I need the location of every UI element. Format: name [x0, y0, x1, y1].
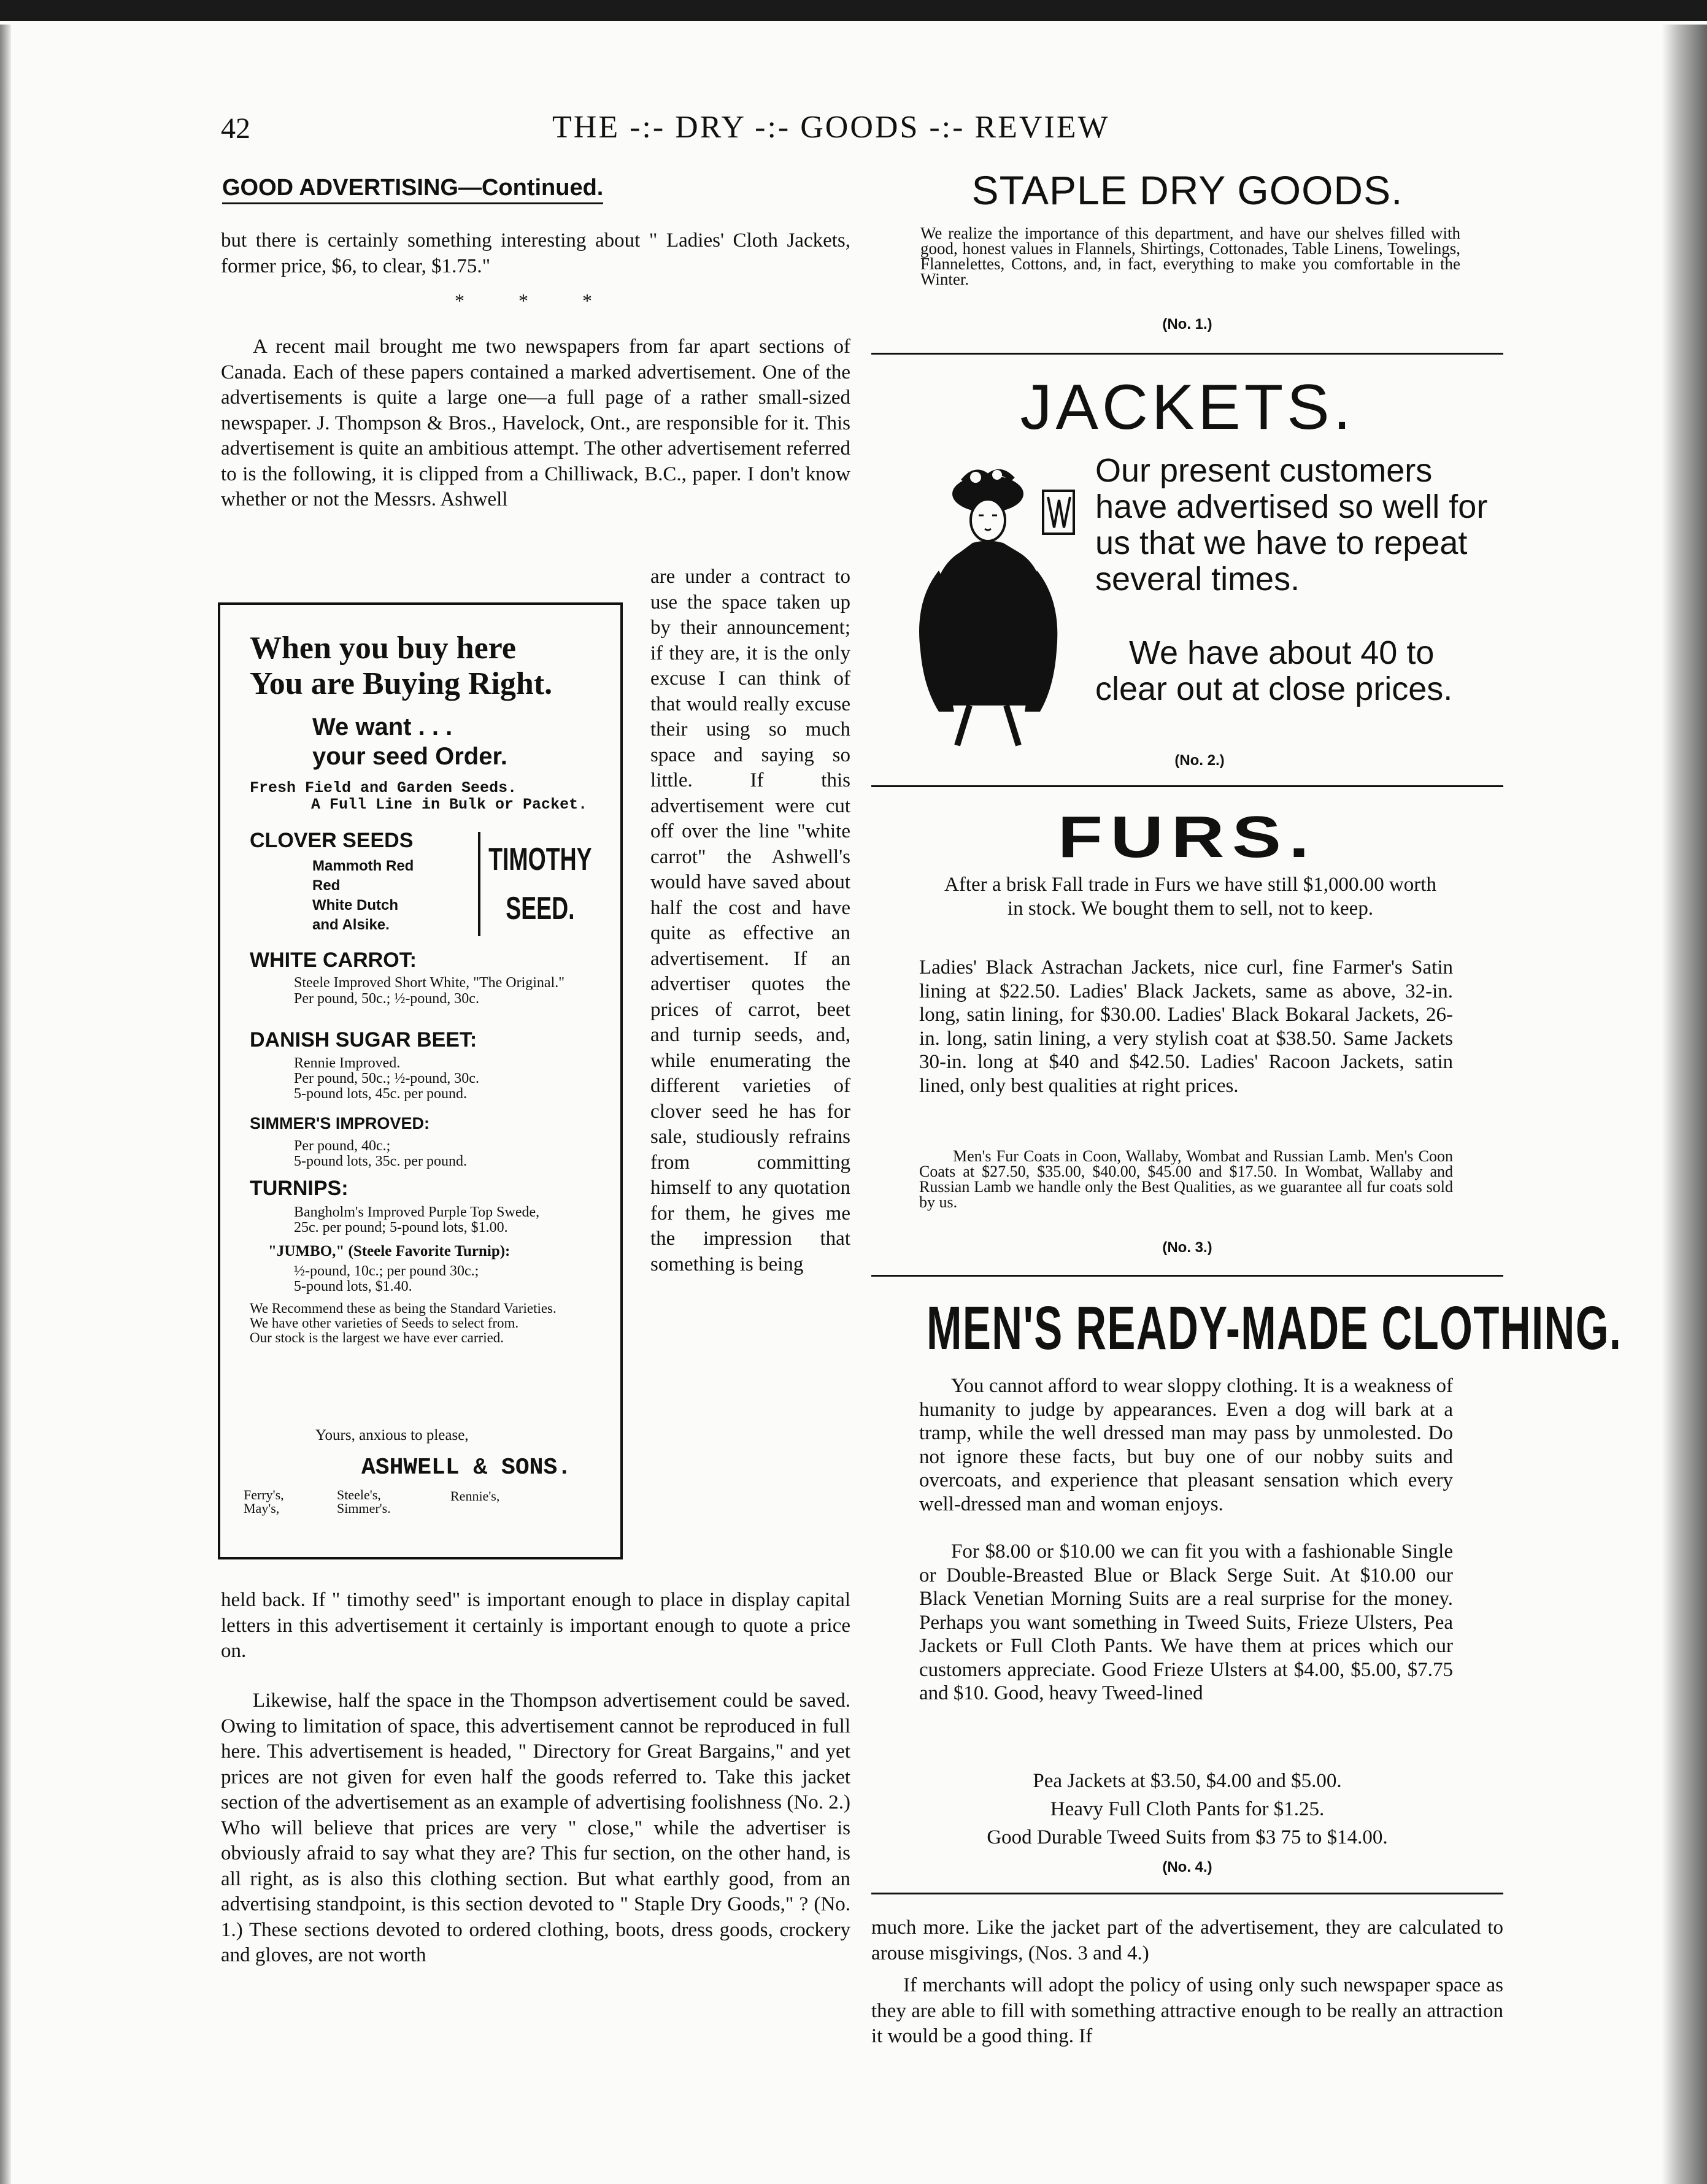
ad-clover-title: CLOVER SEEDS	[250, 829, 414, 852]
ad-jumbo-1: ½-pound, 10c.; per pound 30c.;	[294, 1263, 479, 1279]
rule-4	[871, 1893, 1503, 1894]
lady-illustration	[896, 466, 1104, 748]
furs-number: (No. 3.)	[1162, 1239, 1212, 1256]
jackets-text-2: We have about 40 to clear out at close prices.	[1095, 634, 1453, 707]
ad-beet-3: 5-pound lots, 45c. per pound.	[294, 1086, 467, 1102]
ad-recommend-2: We have other varieties of Seeds to select from.	[250, 1315, 519, 1331]
jackets-number: (No. 2.)	[1174, 752, 1225, 769]
ad-clover-3: White Dutch	[312, 897, 398, 913]
ad-recommend-1: We Recommend these as being the Standard Varieties.	[250, 1301, 557, 1316]
ad-brand-ferry: Ferry's,	[244, 1487, 284, 1502]
rule-2	[871, 785, 1503, 787]
ad-headline-2: You are Buying Right.	[250, 666, 553, 701]
ad-clover-4: and Alsike.	[312, 917, 390, 933]
ad-fresh-2: A Full Line in Bulk or Packet.	[311, 796, 588, 813]
staple-title: STAPLE DRY GOODS.	[971, 167, 1403, 213]
ad-beet-2: Per pound, 50c.; ½-pound, 30c.	[294, 1071, 479, 1086]
paragraph-4: Likewise, half the space in the Thompson advertisement could be saved. Owing to limitation of space, this advertisement cannot be reproduced in full here. This advertisement is headed, " Directory for Great Bargains," and yet prices are not given for even half the goods referred to. Take this jacket section of the advertisement as an example of advertising foolishness (No. 2.) Who will believe that prices are very " close," while the advertiser is obviously afraid to say what they are? This fur section, on the other hand, is all right, as is also this clothing section. But what earthly good, from an advertising standpoint, is this section devoted to " Staple Dry Goods," ? (No. 1.) These sections devoted to ordered clothing, boots, dress goods, crockery and gloves, are not worth	[221, 1690, 850, 1966]
ad-recommend-3: Our stock is the largest we have ever carried.	[250, 1330, 504, 1345]
ad-jumbo-2: 5-pound lots, $1.40.	[294, 1278, 412, 1294]
ad-simmer-1: Per pound, 40c.;	[294, 1138, 391, 1154]
ad-beet-title: DANISH SUGAR BEET:	[250, 1028, 477, 1052]
mens-paragraph-1: You cannot afford to wear sloppy clothing. It is a weakness of humanity to judge by appearances. Even a dog will bark at a tramp, while the well dressed man may pass by unmolested. Do not ignore these facts, but buy one of our nobby suits and overcoats, and experience that pleasant sensation which every well-dressed man and woman enjoys.	[919, 1375, 1453, 1515]
ad-headline-1: When you buy here	[250, 631, 516, 666]
narrow-column: are under a contract to use the space taken up by their announcement; if they are, it is the only excuse I can think of that would really excuse their using so much space and saying so little. If this advertisement were cut off over the line "white carrot" the Ashwell's would have saved about half the cost and have quite as effective an advertisement. If an advertiser quotes the prices of carrot, beet and turnip seeds, and, while enumerating the different varieties of clover seed he has for sale, studiously refrains from committing himself to any quotation for them, he gives me the impression that something is being	[650, 566, 850, 1275]
scan-top-border	[0, 0, 1707, 21]
mens-title: MEN'S READY-MADE CLOTHING.	[927, 1294, 1622, 1363]
mens-line-2: Heavy Full Cloth Pants for $1.25.	[1050, 1798, 1325, 1820]
scan-left-edge	[0, 25, 11, 2184]
furs-title: FURS.	[1057, 804, 1317, 870]
rule-1	[871, 353, 1503, 355]
jackets-title: JACKETS.	[1020, 372, 1355, 443]
ad-carrot-2: Per pound, 50c.; ½-pound, 30c.	[294, 991, 479, 1007]
ad-carrot-title: WHITE CARROT:	[250, 948, 417, 972]
running-title: THE -:- DRY -:- GOODS -:- REVIEW	[552, 110, 1110, 145]
paragraph-1: but there is certainly something interesting about " Ladies' Cloth Jackets, former price, $6, to clear, $1.75."	[221, 229, 850, 277]
ad-simmer-2: 5-pound lots, 35c. per pound.	[294, 1153, 467, 1169]
bottom-paragraph-1: much more. Like the jacket part of the advertisement, they are calculated to arouse misgivings, (Nos. 3 and 4.)	[871, 1917, 1503, 1964]
ashwell-advertisement	[218, 602, 623, 1559]
ad-turnip-1: Bangholm's Improved Purple Top Swede,	[294, 1204, 540, 1220]
mens-line-1: Pea Jackets at $3.50, $4.00 and $5.00.	[1033, 1770, 1342, 1792]
ad-want-1: We want . . .	[312, 713, 453, 740]
jackets-text-1: Our present customers have advertised so well for us that we have to repeat several times.	[1095, 452, 1488, 598]
ad-brand-simmer: Simmer's.	[337, 1501, 391, 1516]
ad-jumbo-title: "JUMBO," (Steele Favorite Turnip):	[268, 1243, 511, 1259]
ad-timothy-1: TIMOTHY	[488, 842, 592, 877]
paragraph-2: A recent mail brought me two newspapers from far apart sections of Canada. Each of these papers contained a marked advertisement. One of the advertisements is quite a large one—a full page of a rather small-sized newspaper. J. Thompson & Bros., Havelock, Ont., are responsible for it. This advertisement is quite an ambitious attempt. The other advertisement referred to is the following, it is clipped from a Chilliwack, B.C., paper. I don't know whether or not the Messrs. Ashwell	[221, 336, 850, 510]
ad-beet-1: Rennie Improved.	[294, 1055, 401, 1071]
ad-carrot-1: Steele Improved Short White, "The Original."	[294, 975, 565, 991]
ad-timothy-2: SEED.	[506, 891, 575, 926]
paragraph-3: held back. If " timothy seed" is important enough to place in display capital letters in this advertisement it certainly is important enough to quote a price on.	[221, 1589, 850, 1662]
bottom-paragraph-2: If merchants will adopt the policy of using only such newspaper space as they are able to fill with something attractive enough to be really an attraction it would be a good thing. If	[871, 1974, 1503, 2047]
mens-number: (No. 4.)	[1162, 1859, 1212, 1875]
scan-right-edge	[1662, 25, 1707, 2184]
ad-brand-rennie: Rennie's,	[450, 1488, 500, 1504]
ad-clover-1: Mammoth Red	[312, 858, 414, 874]
ad-clover-2: Red	[312, 877, 341, 894]
ad-closing: Yours, anxious to please,	[315, 1427, 469, 1444]
ad-brand-may: May's,	[244, 1501, 280, 1516]
ad-brand-steele: Steele's,	[337, 1487, 381, 1502]
ad-fresh-1: Fresh Field and Garden Seeds.	[250, 779, 517, 797]
separator: * * *	[455, 290, 617, 312]
ad-want-2: your seed Order.	[312, 743, 507, 770]
ad-turnip-title: TURNIPS:	[250, 1177, 349, 1200]
section-title: GOOD ADVERTISING—Continued.	[222, 175, 603, 204]
ad-turnip-2: 25c. per pound; 5-pound lots, $1.00.	[294, 1220, 508, 1236]
staple-text: We realize the importance of this department, and have our shelves filled with good, honest values in Flannels, Shirtings, Cottonades, Table Linens, Towelings, Flannelettes, Cottons, and, in fact, everything to make you comfortable in the Winter.	[920, 224, 1460, 288]
furs-body: Ladies' Black Astrachan Jackets, nice curl, fine Farmer's Satin lining at $22.50. Ladies' Black Jackets, same as above, 32-in. long, satin lining, for $30.00. Ladies' Black Bokaral Jackets, 26-in. long, satin lining, a very stylish coat at $38.50. Same Jackets 30-in. long at $40 and $42.50. Ladies' Racoon Jackets, satin lined, only best qualities at right prices.	[919, 956, 1453, 1097]
mens-paragraph-2: For $8.00 or $10.00 we can fit you with a fashionable Single or Double-Breasted Blue or Black Serge Suit. At $10.00 our Black Venetian Morning Suits are a real surprise for the money. Perhaps you want something in Tweed Suits, Frieze Ulsters, Pea Jackets or Full Cloth Pants. We have them at prices which our customers appreciate. Good Frieze Ulsters at $4.00, $5.00, $7.75 and $10. Good, heavy Tweed-lined	[919, 1540, 1453, 1704]
page-number: 42	[221, 112, 250, 145]
furs-intro: After a brisk Fall trade in Furs we have still $1,000.00 worth in stock. We bought them to sell, not to keep.	[944, 874, 1436, 920]
rule-3	[871, 1275, 1503, 1277]
mens-line-3: Good Durable Tweed Suits from $3 75 to $14.00.	[987, 1826, 1388, 1848]
staple-number: (No. 1.)	[1162, 316, 1212, 333]
ad-simmer-title: SIMMER'S IMPROVED:	[250, 1114, 430, 1132]
furs-small: Men's Fur Coats in Coon, Wallaby, Wombat and Russian Lamb. Men's Coon Coats at $27.50, $35.00, $40.00, $45.00 and $17.50. In Wombat, Wallaby and Russian Lamb we handle only the Best Qualities, as we guarantee all fur coats sold by us.	[919, 1147, 1453, 1211]
ad-divider	[478, 832, 480, 936]
ad-signature: ASHWELL & SONS.	[361, 1455, 572, 1481]
